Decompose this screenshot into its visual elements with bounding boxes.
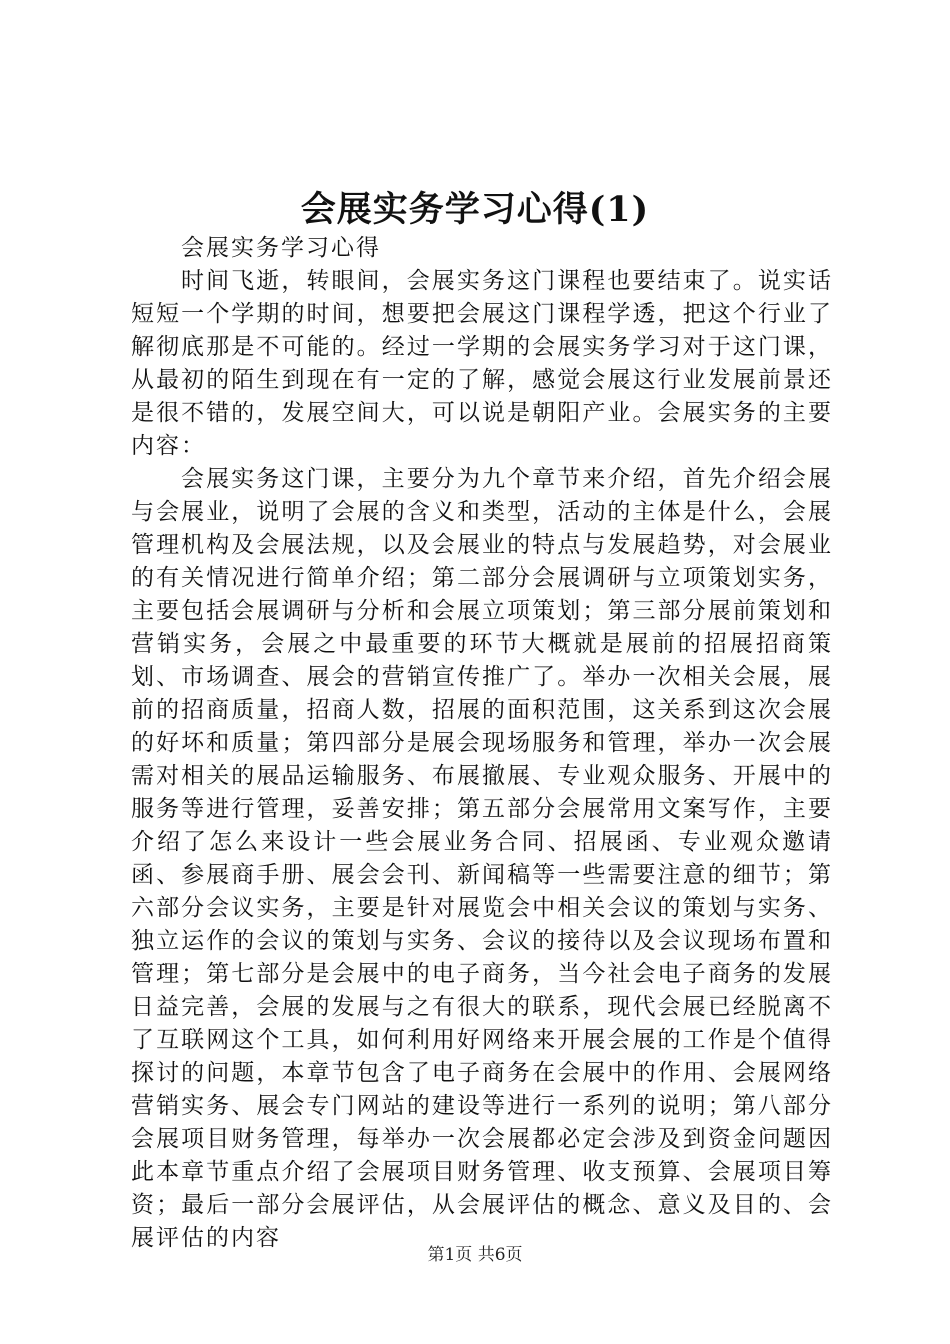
document-subheading: 会展实务学习心得 bbox=[181, 235, 381, 261]
document-body bbox=[131, 232, 833, 1255]
paragraph-content: 会展实务这门课，主要分为九个章节来介绍，首先介绍会展与会展业，说明了会展的含义和类型，活动的主体是什么，会展管理机构及会展法规，以及会展业的特点与发展趋势，对会展业的有关情况进行简单介绍；第二部分会展调研与立项策划实务，主要包括会展调研与分析和会展立项策划；第三部分展前策划和营销实务，会展之中最重要的环节大概就是展前的招展招商策划、市场调查、展会的营销宣传推广了。举办一次相关会展，展前的招商质量，招商人数，招展的面积范围，这关系到这次会展的好坏和质量；第四部分是展会现场服务和管理，举办一次会展需对相关的展品运输服务、布展撤展、专业观众服务、开展中的服务等进行管理，妥善安排；第五部分会展常用文案写作，主要介绍了怎么来设计一些会展业务合同、招展函、专业观众邀请函、参展商手册、展会会刊、新闻稿等一些需要注意的细节；第六部分会议实务，主要是针对展览会中相关会议的策划与实务、独立运作的会议的策划与实务、会议的接待以及会议现场布置和管理；第七部分是会展中的电子商务，当今社会电子商务的发展日益完善，会展的发展与之有很大的联系，现代会展已经脱离不了互联网这个工具，如何利用好网络来开展会展的工作是个值得探讨的问题，本章节包含了电子商务在会展中的作用、会展网络营销实务、展会专门网站的建设等进行一系列的说明；第八部分会展项目财务管理，每举办一次会展都必定会涉及到资金问题因此本章节重点介绍了会展项目财务管理、收支预算、会展项目筹资；最后一部分会展评估，从会展评估的概念、意义及目的、会展评估的内容 bbox=[131, 466, 833, 1251]
document-title: 会展实务学习心得(1) bbox=[300, 189, 650, 230]
page-footer: 第1页 共6页 bbox=[427, 1245, 523, 1265]
paragraph-intro: 时间飞逝，转眼间，会展实务这门课程也要结束了。说实话短短一个学期的时间，想要把会展这门课程学透，把这个行业了解彻底那是不可能的。经过一学期的会展实务学习对于这门课，从最初的陌生到现在有一定的了解，感觉会展这行业发展前景还是很不错的，发展空间大，可以说是朝阳产业。会展实务的主要内容： bbox=[131, 268, 833, 459]
